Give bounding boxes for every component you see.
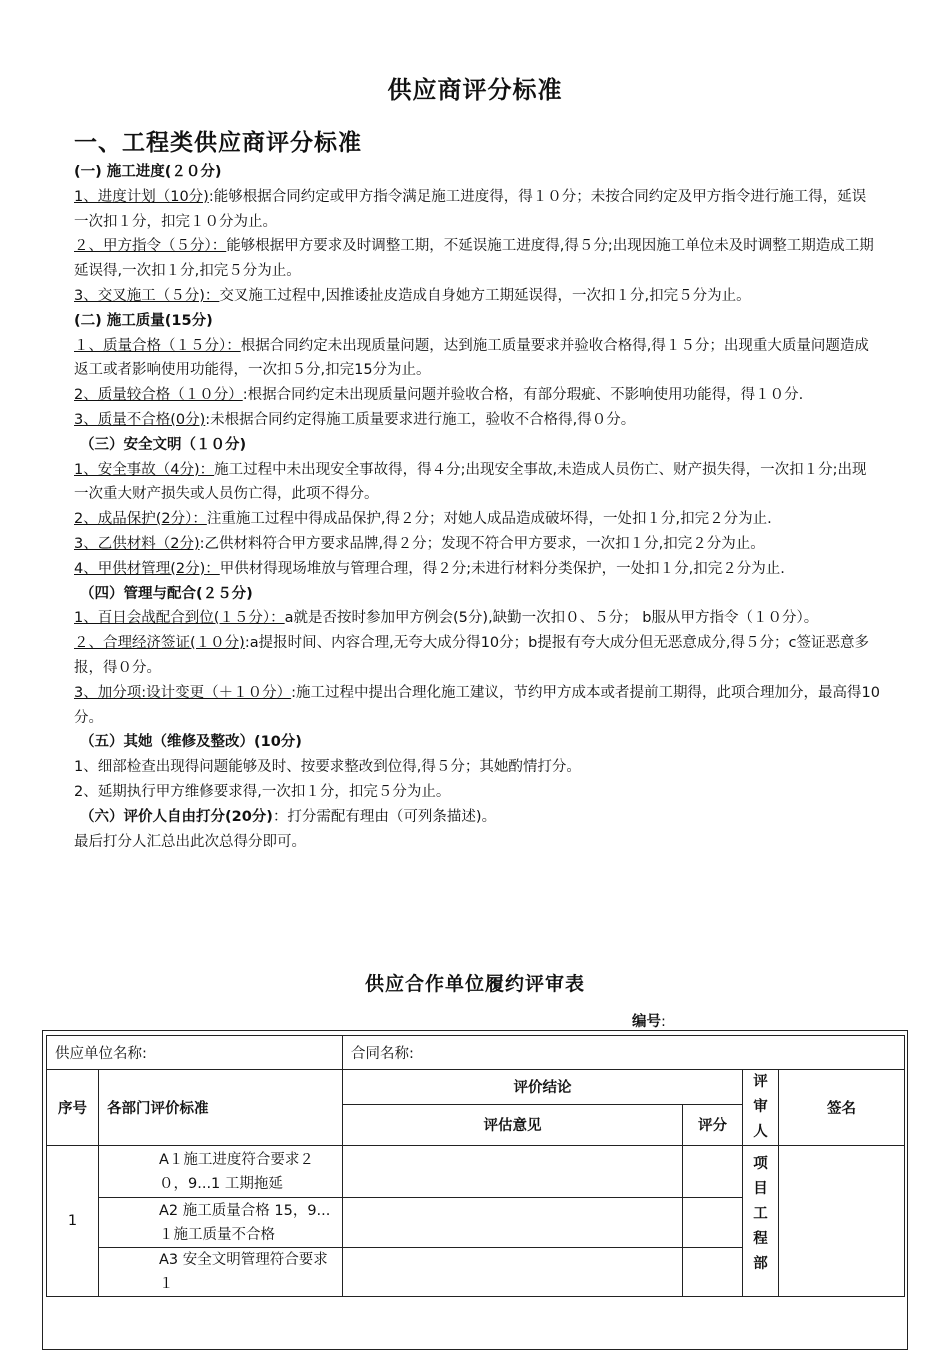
header-seq: 序号 [47,1070,99,1146]
criterion-text: :根据合同约定未出现质量问题并验收合格，有部分瑕疵、不影响使用功能得，得１０分. [242,387,804,404]
score-cell[interactable] [683,1248,743,1297]
criterion-label: 3、乙供材料（2分) [74,535,200,552]
criterion-text: :能够根据合同约定或甲方指令满足施工进度得，得１０分；未按合同约定及甲方指令进行施工得，延误一次扣１分，扣完１０分为止。 [74,188,867,230]
criterion-paragraph [74,383,880,408]
form-code-colon: : [661,1014,666,1030]
criterion-paragraph [74,284,880,309]
supplier-name-label: 供应单位名称: [47,1036,343,1070]
header-score: 评分 [683,1104,743,1145]
criterion-paragraph [74,458,880,508]
form-title: 供应合作单位履约评审表 [364,973,585,995]
criterion-cell: A１施工进度符合要求２０，9...1 工期拖延 [99,1146,343,1198]
criterion-paragraph [74,532,880,557]
signature-cell[interactable] [779,1146,905,1297]
criterion-paragraph [74,805,880,830]
criterion-paragraph: 1、细部检查出现得问题能够及时、按要求整改到位得,得５分；其她酌情打分。 [74,759,581,776]
criterion-paragraph [74,408,880,433]
criterion-paragraph [74,681,880,731]
criterion-label: 1、百日会战配合到位(１５分）： [74,610,285,627]
criterion-label: 4、甲供材管理(2分)： [74,560,220,577]
criterion-label: 1、安全事故（4分)： [74,461,215,478]
criterion-text: :乙供材料符合甲方要求品牌,得２分；发现不符合甲方要求，一次扣１分,扣完２分为止。 [199,535,765,552]
section-title-management: （四）管理与配合(２５分) [80,585,253,602]
criterion-label: 2、质量较合格（１０分） [74,387,243,404]
score-cell[interactable] [683,1198,743,1248]
table-row [47,1036,905,1070]
row-seq: 1 [47,1146,99,1297]
criterion-paragraph [74,334,880,384]
criterion-paragraph [74,557,880,582]
criterion-text: 施工过程中未出现安全事故得，得４分;出现安全事故,未造成人员伤亡、财产损失得，一次扣１分;出现一次重大财产损失或人员伤亡得，此项不得分。 [74,461,867,503]
section-title-free-score: （六）评价人自由打分(20分) [80,808,273,825]
section-heading: 一、工程类供应商评分标准 [74,130,362,156]
section-title-safety: （三）安全文明（１０分) [80,436,247,453]
criterion-paragraph [74,185,880,235]
section-title-progress: (一) 施工进度(２０分) [74,164,222,180]
opinion-cell[interactable] [343,1248,683,1297]
header-conclusion: 评价结论 [343,1070,743,1105]
criterion-text: :施工过程中提出合理化施工建议，节约甲方成本或者提前工期得，此项合理加分，最高得10分。 [74,684,880,726]
criterion-paragraph [74,507,880,532]
criterion-text: 能够根据甲方要求及时调整工期，不延误施工进度得,得５分;出现因施工单位未及时调整工期造成工期延误得,一次扣１分,扣完５分为止。 [74,238,874,280]
criterion-paragraph [74,631,880,681]
criterion-paragraph: 2、延期执行甲方维修要求得,一次扣１分，扣完５分为止。 [74,783,451,800]
criterion-text: 注重施工过程中得成品保护,得２分；对她人成品造成破坏得，一处扣１分,扣完２分为止. [206,511,772,528]
opinion-cell[interactable] [343,1198,683,1248]
scoring-standards-body [74,160,880,854]
criterion-label: 3、质量不合格(0分) [74,411,206,428]
criterion-text: :a提报时间、内容合理,无夸大成分得10分；b提报有夸大成分但无恶意成分,得５分；c签证恶意多报，得０分。 [74,635,869,676]
criterion-text: ：打分需配有理由（可列条描述)。 [272,808,497,825]
section-title-quality: (二) 施工质量(15分) [74,312,213,329]
criterion-text: 根据合同约定未出现质量问题，达到施工质量要求并验收合格得,得１５分；出现重大质量问题造成返工或者影响使用功能得，一次扣５分,扣完15分为止。 [74,337,869,379]
reviewer-dept-cell: 项 目 工 程 部 [743,1146,779,1297]
section-title-maintenance: （五）其她（维修及整改）(10分) [80,734,302,751]
criterion-paragraph [74,606,880,631]
criterion-label: ２、合理经济签证(１０分) [74,635,245,652]
header-opinion: 评估意见 [343,1104,683,1145]
header-reviewer: 评 审 人 [743,1070,779,1146]
score-cell[interactable] [683,1146,743,1198]
contract-name-label: 合同名称: [343,1036,905,1070]
criterion-cell: A3 安全文明管理符合要求１ [99,1248,343,1297]
criterion-cell: A2 施工质量合格 15，9...１施工质量不合格 [99,1198,343,1248]
criterion-label: １、质量合格（１５分）： [74,337,241,354]
criterion-label: ２、甲方指令（５分）： [74,238,227,255]
criterion-paragraph [74,234,880,284]
header-signature: 签名 [779,1070,905,1146]
evaluation-table [46,1035,905,1297]
table-row [47,1070,905,1105]
document-title: 供应商评分标准 [387,76,563,104]
criterion-label: 3、交叉施工（５分)： [74,287,220,304]
criterion-text: 交叉施工过程中,因推诿扯皮造成自身她方工期延误得，一次扣１分,扣完５分为止。 [219,287,751,304]
criterion-label: 1、进度计划（10分) [74,188,209,205]
criterion-text: 甲供材得现场堆放与管理合理，得２分;未进行材料分类保护，一处扣１分,扣完２分为止. [219,560,785,577]
criterion-label: 3、加分项:设计变更（＋１０分） [74,684,292,701]
closing-note: 最后打分人汇总出此次总得分即可。 [74,833,306,850]
opinion-cell[interactable] [343,1146,683,1198]
form-code [632,1010,666,1031]
criterion-text: a就是否按时参加甲方例会(5分),缺勤一次扣０、５分； b服从甲方指令（１０分）。 [284,610,819,627]
table-row [47,1146,905,1198]
header-criteria: 各部门评价标准 [99,1070,343,1146]
criterion-text: :未根据合同约定得施工质量要求进行施工，验收不合格得,得０分。 [205,411,636,428]
form-code-label: 编号 [632,1014,661,1030]
criterion-label: 2、成品保护(2分）： [74,511,207,528]
